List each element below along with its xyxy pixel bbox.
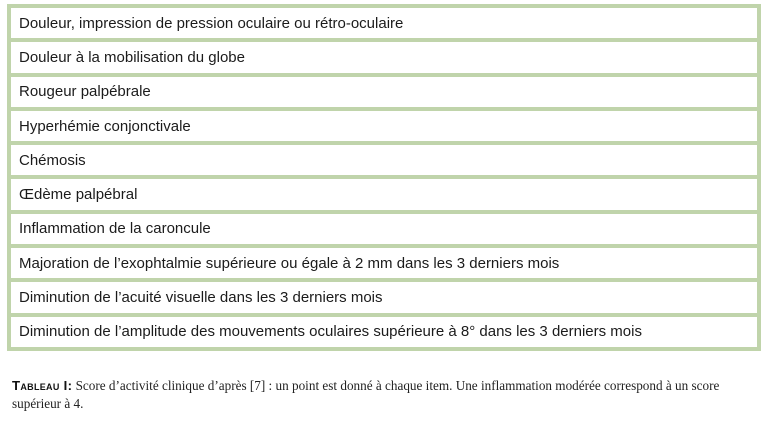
table-row: Diminution de l’amplitude des mouvements oculaires supérieure à 8° dans les 3 derniers mois — [11, 317, 757, 347]
table-row: Douleur à la mobilisation du globe — [11, 42, 757, 72]
table-caption — [12, 377, 760, 413]
table-row: Douleur, impression de pression oculaire ou rétro-oculaire — [11, 8, 757, 38]
table-rows — [11, 8, 757, 347]
table-row: Majoration de l’exophtalmie supérieure ou égale à 2 mm dans les 3 derniers mois — [11, 248, 757, 278]
caption-text: Score d’activité clinique d’après [7] : un point est donné à chaque item. Une inflammation modérée correspond à un score supérieur à 4. — [12, 378, 720, 411]
table-row: Diminution de l’acuité visuelle dans les 3 derniers mois — [11, 282, 757, 312]
table-row: Rougeur palpébrale — [11, 77, 757, 107]
table-row: Hyperhémie conjonctivale — [11, 111, 757, 141]
activity-score-table — [7, 4, 761, 351]
table-row: Inflammation de la caroncule — [11, 214, 757, 244]
table-row: Œdème palpébral — [11, 179, 757, 209]
table-row: Chémosis — [11, 145, 757, 175]
caption-label: Tableau I: — [12, 378, 73, 393]
